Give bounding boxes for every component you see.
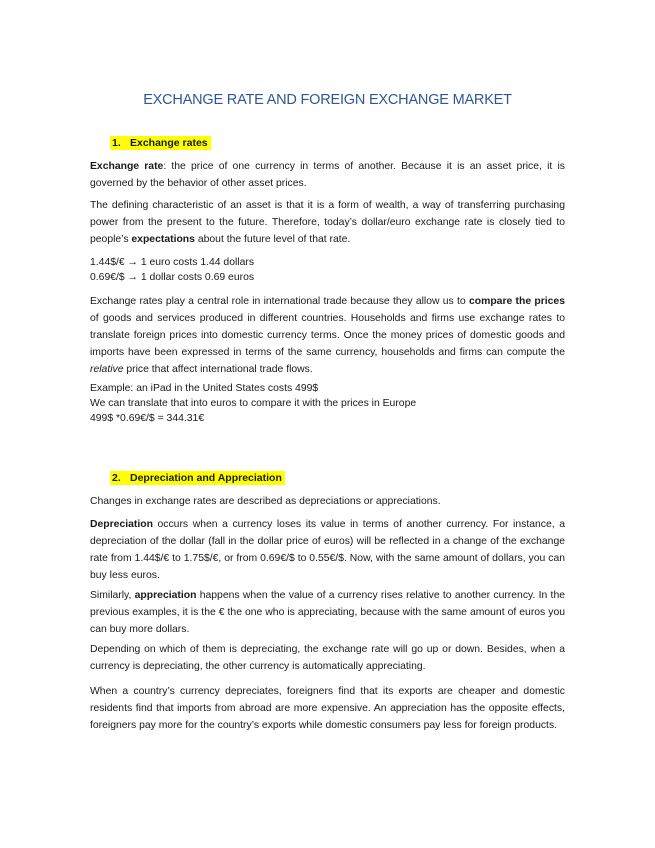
term-depreciation: Depreciation [90, 519, 153, 530]
paragraph-appreciation [90, 587, 565, 638]
term-exchange-rate: Exchange rate [90, 161, 164, 172]
page-title: EXCHANGE RATE AND FOREIGN EXCHANGE MARKET [143, 92, 512, 108]
paragraph-text: about the future level of that rate. [194, 234, 351, 245]
paragraph-international-trade [90, 293, 565, 378]
paragraph-text: of goods and services produced in different countries. Households and firms use exchange rates to translate foreign prices into domestic currency terms. Once the money prices of domestic goods and imports have been expressed in terms of the same currency, households and firms can compute the [90, 313, 565, 358]
rate-example-line-1: 1.44$/€ → 1 euro costs 1.44 dollars [90, 257, 255, 268]
ipad-example-line-2: We can translate that into euros to compare it with the prices in Europe [90, 398, 417, 409]
ipad-example-line-1: Example: an iPad in the United States costs 499$ [90, 383, 319, 394]
paragraph-text: happens when the value of a currency rises relative to another currency. In the previous examples, it is the € the one who is appreciating, because with the same amount of euros you can buy more dollars. [90, 590, 565, 635]
paragraph-text: Similarly, [90, 590, 135, 601]
paragraph-text: The defining characteristic of an asset is that it is a form of wealth, a way of transferring purchasing power from the present to the future. Therefore, today’s dollar/euro exchange rate is closely tied to people’s [90, 200, 565, 245]
term-compare-prices: compare the prices [468, 296, 565, 307]
section-heading-text: Depreciation and Appreciation [130, 472, 282, 484]
paragraph-text: price that affect international trade flows. [123, 364, 313, 375]
paragraph-exchange-rate-definition [90, 158, 565, 192]
heading-highlight [110, 471, 285, 485]
paragraph-text: occurs when a currency loses its value in terms of another currency. For instance, a depreciation of the dollar (fall in the dollar price of euros) will be reflected in a change of the exchange rate from 1.44$/€ to 1.75$/€, or from 0.69€/$ to 0.55€/$. Now, with the same amount of dollars, you can buy less euros. [90, 519, 565, 581]
paragraph-exports-imports: When a country’s currency depreciates, foreigners find that its exports are cheaper and domestic residents find that imports from abroad are more expensive. An appreciation has the opposite effects, foreigners pay more for the country’s exports while domestic consumers pay less for foreign products. [90, 686, 565, 731]
paragraph-exchange-direction: Depending on which of them is depreciating, the exchange rate will go up or down. Besides, when a currency is depreciating, the other currency is automatically appreciating. [90, 644, 565, 672]
term-expectations: expectations [131, 234, 195, 245]
term-relative: relative [90, 364, 124, 375]
rate-example-line-2: 0.69€/$ → 1 dollar costs 0.69 euros [90, 272, 255, 283]
paragraph-text: : the price of one currency in terms of another. Because it is an asset price, it is governed by the behavior of other asset prices. [90, 161, 565, 189]
paragraph-changes-intro: Changes in exchange rates are described as depreciations or appreciations. [90, 496, 441, 507]
term-appreciation: appreciation [134, 590, 197, 601]
section-number: 2. [112, 472, 121, 484]
section-heading-text: Exchange rates [130, 137, 208, 149]
paragraph-text: Exchange rates play a central role in international trade because they allow us to [90, 296, 469, 307]
ipad-example-line-3: 499$ *0.69€/$ = 344.31€ [90, 413, 205, 424]
paragraph-asset-characteristic [90, 197, 565, 248]
section-heading-exchange-rates [110, 137, 211, 149]
section-heading-depreciation-appreciation [110, 472, 285, 484]
heading-highlight [110, 136, 211, 150]
paragraph-depreciation [90, 516, 565, 584]
section-number: 1. [112, 137, 121, 149]
